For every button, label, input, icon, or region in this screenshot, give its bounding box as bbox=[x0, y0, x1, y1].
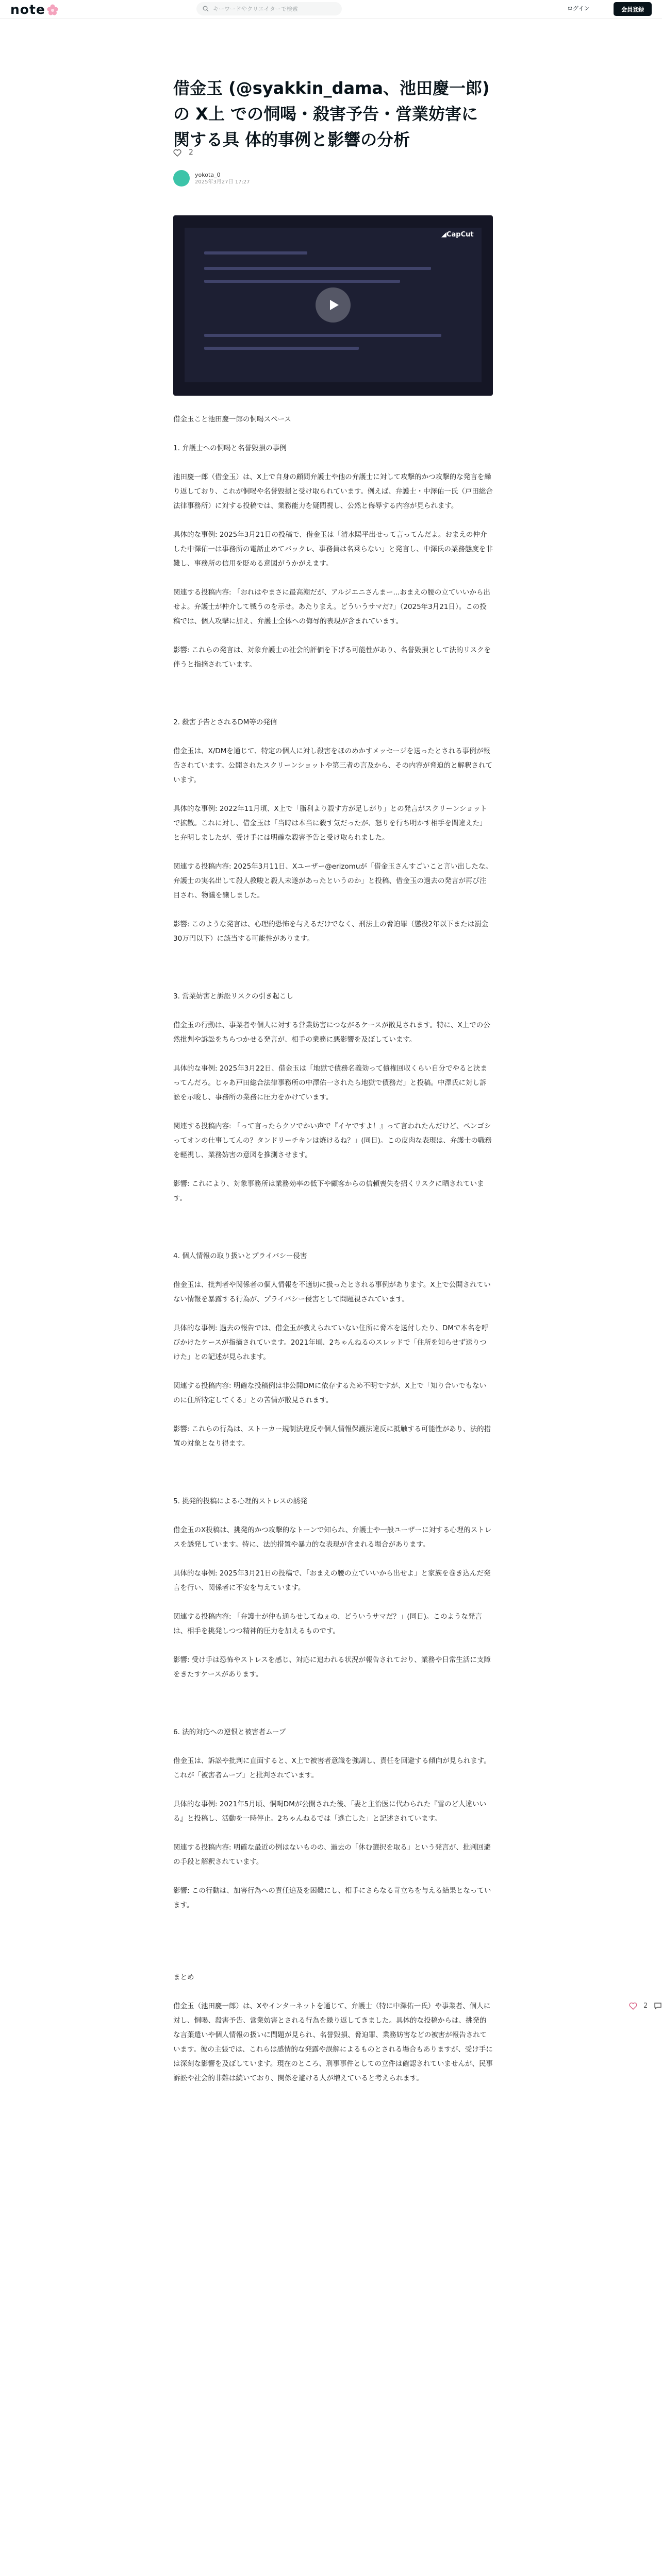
article-paragraph bbox=[173, 1263, 493, 1278]
article-like-row bbox=[173, 148, 193, 157]
like-count: 2 bbox=[189, 148, 193, 157]
flower-icon bbox=[46, 4, 59, 16]
article-paragraph: 1. 弁護士への恫喝と名誉毀損の事例 bbox=[173, 444, 287, 452]
article-paragraph bbox=[173, 1234, 493, 1249]
logo-text: note bbox=[10, 2, 45, 17]
article-paragraph: 借金玉こと池田慶一郎の恫喝スペース bbox=[173, 415, 291, 423]
article-paragraph bbox=[173, 629, 493, 643]
article-paragraph bbox=[173, 686, 493, 701]
side-like-count: 2 bbox=[643, 2002, 648, 2010]
login-link[interactable]: ログイン bbox=[567, 5, 590, 12]
search-placeholder: キーワードやクリエイターで検索 bbox=[213, 6, 298, 12]
article-paragraph bbox=[173, 1739, 493, 1754]
signup-button[interactable]: 会員登録 bbox=[614, 2, 652, 16]
article-paragraph bbox=[173, 427, 493, 441]
article-paragraph bbox=[173, 1956, 493, 1970]
article-paragraph bbox=[173, 730, 493, 744]
article-paragraph bbox=[173, 1638, 493, 1653]
article-paragraph bbox=[173, 1480, 493, 1494]
article-paragraph: 関連する投稿内容: 「弁護士が仲も通らせしてねぇの、どういうサマだ？」(同日)。このような発言は、相手を挑発しつつ精神的圧力を加えるものです。 bbox=[173, 1613, 482, 1635]
article-paragraph bbox=[173, 1552, 493, 1566]
article-paragraph: 影響: 受け手は恐怖やストレスを感じ、対応に追われる状況が報告されており、業務や日常生活に支障をきたすケースがあります。 bbox=[173, 1656, 491, 1679]
article-paragraph: 関連する投稿内容: 「って言ったらクソでかい声で『イヤですよ！』って言われたんだけど、ペンゴシってオンの仕事してんの？タンドリーチキンは焼けるね？」(同日)。この皮肉な表現は、弁護士の職務を軽視し、業務妨害の意図を推測させます。 bbox=[173, 1122, 492, 1159]
article-paragraph bbox=[173, 1912, 493, 1927]
article-paragraph bbox=[173, 1162, 493, 1177]
article-paragraph bbox=[173, 787, 493, 802]
article-paragraph: 5. 挑発的投稿による心理的ストレスの誘発 bbox=[173, 1497, 307, 1505]
article-paragraph bbox=[173, 571, 493, 585]
article-paragraph: 具体的な事例: 2022年11月頃、X上で「脂利より殺す方が足しがり」との発言がスクリーンショットで拡散。これに対し、借金玉は「当時は本当に殺す気だったが、怒りを行ち明かす相手を間違えた」と弁明しましたが、受け手には明確な殺害予告と受け取られました。 bbox=[173, 805, 487, 842]
author-info[interactable] bbox=[173, 170, 250, 187]
publish-date: 2025年3月27日 17:27 bbox=[195, 179, 250, 185]
article-paragraph: 具体的な事例: 2025年3月21日の投稿で、「おまえの腰の立ていいから出せよ」と家族を巻き込んだ発言を行い、関係者に不安を与えています。 bbox=[173, 1569, 491, 1592]
article-paragraph bbox=[173, 960, 493, 975]
article-paragraph: 影響: これらの行為は、ストーカー規制法違反や個人情報保護法違反に抵触する可能性があり、法的措置の対象となり得ます。 bbox=[173, 1425, 491, 1448]
article-paragraph: 2. 殺害予告とされるDM等の発信 bbox=[173, 718, 277, 726]
article-paragraph bbox=[173, 1509, 493, 1523]
article-paragraph bbox=[173, 845, 493, 859]
article-paragraph bbox=[173, 672, 493, 686]
article-paragraph bbox=[173, 1004, 493, 1018]
article-title: 借金玉 (@syakkin_dama、池田慶一郎)の X上 での恫喝・殺害予告・営業妨害に関する具 体的事例と影響の分析 bbox=[173, 78, 490, 149]
play-button[interactable] bbox=[316, 287, 351, 323]
article-paragraph: 具体的な事例: 過去の報告では、借金玉が教えられていない住所に脅本を送付したり、DMで本名を呼びかけたケースが指摘されています。2021年頃、2ちゃんねるのスレッドで「住所を知らせず送りつけた」との記述が見られます。 bbox=[173, 1324, 489, 1361]
article-paragraph bbox=[173, 513, 493, 528]
article-paragraph: 関連する投稿内容: 明確な最近の例はないものの、過去の「休む選択を取る」という発言が、批判回避の手段と解釈されています。 bbox=[173, 1843, 491, 1866]
article-paragraph: 池田慶一郎（借金玉）は、X上で自身の顧問弁護士や他の弁護士に対して攻撃的かつ攻撃的な発言を繰り返しており、これが恫喝や名誉毀損と受け取られています。例えば、弁護士・中澤佑一氏（戸田総合法律事務所）に対する投稿では、業務能力を疑問視し、公然と侮辱する内容が見られます。 bbox=[173, 473, 493, 510]
article-paragraph bbox=[173, 903, 493, 917]
article-paragraph bbox=[173, 1826, 493, 1840]
article-paragraph: 借金玉（池田慶一郎）は、Xやインターネットを通じて、弁護士（特に中澤佑一氏）や事業者、個人に対し、恫喝、殺害予告、営業妨害とされる行為を繰り返してきました。具体的な投稿からは、挑発的な言葉遣いや個人情報の扱いに問題が見られ、名誉毀損、脅迫罪、業務妨害などの被害が報告されています。彼の主張では、これらは感情的な発露や誤解によるものとされる場合もありますが、受け手には深刻な影響を及ぼしています。現在のところ、刑事事件としての立件は確認されていませんが、民事訴訟や社会的非難は続いており、関係を避ける人が増えていると考えられます。 bbox=[173, 2002, 493, 2082]
article-paragraph bbox=[173, 975, 493, 989]
play-icon bbox=[325, 297, 341, 313]
article-paragraph bbox=[173, 1595, 493, 1609]
article-paragraph bbox=[173, 1985, 493, 1999]
search-input[interactable] bbox=[196, 2, 342, 15]
article-paragraph: 関連する投稿内容: 「おれはやまさに最高潮だが、アルジエニさんまー...おまえの腰の立ていいから出せよ。弁護士が仲介して戦うのを示せ。あたりまえ。どういうサマだ?」（2025年3月21日）。この投稿では、個人攻撃に加え、弁護士全体への侮辱的表現が含まれています。 bbox=[173, 588, 490, 625]
article-paragraph: 具体的な事例: 2025年3月21日の投稿で、借金玉は「清水陽平出せって言ってんだよ。おまえの仲介した中澤佑一は事務所の電話止めてバックレ、事務員は名乗らない」と発言し、中澤氏の業務態度を非難し、事務所の信用を貶める意図がうかがえます。 bbox=[173, 531, 493, 568]
article-paragraph: 借金玉は、訴訟や批判に直面すると、X上で被害者意識を強調し、責任を回避する傾向が見られます。これが「被害者ムーブ」と批判されています。 bbox=[173, 1757, 491, 1780]
article-paragraph: 影響: これにより、対象事務所は業務効率の低下や顧客からの信頼喪失を招くリスクに晒されています。 bbox=[173, 1180, 484, 1202]
article-paragraph: 4. 個人情報の取り扱いとプライバシー侵害 bbox=[173, 1252, 307, 1260]
article-paragraph bbox=[173, 1941, 493, 1956]
article-paragraph bbox=[173, 1220, 493, 1234]
article-paragraph: まとめ bbox=[173, 1973, 194, 1981]
avatar[interactable] bbox=[173, 170, 190, 187]
article-paragraph bbox=[173, 1869, 493, 1884]
article-paragraph bbox=[173, 946, 493, 960]
article-paragraph bbox=[173, 1710, 493, 1725]
article-paragraph bbox=[173, 1451, 493, 1465]
article-paragraph bbox=[173, 1408, 493, 1422]
article-paragraph: 影響: この行動は、加害行為への責任追及を困難にし、相手にさらなる苛立ちを与える結果となっています。 bbox=[173, 1887, 491, 1909]
article-paragraph bbox=[173, 1783, 493, 1797]
article-paragraph bbox=[173, 455, 493, 470]
note-logo[interactable] bbox=[10, 2, 59, 17]
article-paragraph bbox=[173, 1364, 493, 1379]
article-paragraph: 3. 営業妨害と訴訟リスクの引き起こし bbox=[173, 992, 293, 1001]
article-paragraph bbox=[173, 1696, 493, 1710]
article-paragraph bbox=[173, 1206, 493, 1220]
heart-icon[interactable] bbox=[173, 149, 181, 157]
embedded-video[interactable] bbox=[173, 215, 493, 396]
article-paragraph: 影響: このような発言は、心理的恐怖を与えるだけでなく、刑法上の脅迫罪（懲役2年以下または罰金30万円以下）に該当する可能性があります。 bbox=[173, 920, 489, 943]
article-paragraph: 影響: これらの発言は、対象弁護士の社会的評価を下げる可能性があり、名誉毀損として法的リスクを伴うと指摘されています。 bbox=[173, 646, 491, 669]
article-paragraph: 具体的な事例: 2025年3月22日、借金玉は「地獄で債務名義効って債権回収くらい自分でやると決まってんだろ。じゃあ戸田総合法律事務所の中澤佑一されたら地獄で債務だ」と投稿。中澤氏に対し訴訟を示唆し、事務所の業務に圧力をかけています。 bbox=[173, 1064, 487, 1101]
article-paragraph bbox=[173, 1105, 493, 1119]
article-paragraph bbox=[173, 1927, 493, 1941]
article-paragraph bbox=[173, 701, 493, 715]
article-paragraph bbox=[173, 1047, 493, 1061]
article-paragraph: 関連する投稿内容: 明確な投稿例は非公開DMに依存するため不明ですが、X上で「知り合いでもないのに住所特定してくる」との苦情が散見されます。 bbox=[173, 1382, 487, 1404]
article-paragraph: 借金玉の行動は、事業者や個人に対する営業妨害につながるケースが散見されます。特に、X上での公然批判や訴訟をちらつかせる発言が、相手の業務に悪影響を及ぼしています。 bbox=[173, 1021, 490, 1044]
top-header bbox=[0, 0, 662, 19]
heart-icon[interactable] bbox=[629, 2002, 637, 2010]
search-icon bbox=[203, 6, 209, 12]
author-name[interactable]: yokota_0 bbox=[195, 171, 221, 178]
article-paragraph bbox=[173, 1682, 493, 1696]
capcut-watermark: ◢CapCut bbox=[441, 231, 474, 239]
article-paragraph: 6. 法的対応への逆恨と被害者ムーブ bbox=[173, 1728, 286, 1736]
article-paragraph bbox=[173, 1465, 493, 1480]
article-body bbox=[173, 412, 493, 2086]
article-paragraph: 借金玉は、批判者や関係者の個人情報を不適切に扱ったとされる事例があります。X上で公開されていない情報を暴露する行為が、プライバシー侵害として問題視されています。 bbox=[173, 1281, 491, 1303]
side-actions bbox=[629, 2002, 662, 2010]
article-paragraph: 具体的な事例: 2021年5月頃、恫喝DMが公開された後、「妻と主治医に代わられた『雪のど人違いいる』と投稿し、活動を一時停止。2ちゃんねるでは「逃亡した」と記述されています。 bbox=[173, 1800, 487, 1823]
article-paragraph: 借金玉のX投稿は、挑発的かつ攻撃的なトーンで知られ、弁護士や一般ユーザーに対する心理的ストレスを誘発しています。特に、法的措置や暴力的な表現が含まれる場合があります。 bbox=[173, 1526, 492, 1549]
article-paragraph: 借金玉は、X/DMを通じて、特定の個人に対し殺害をほのめかすメッセージを送ったとされる事例が報告されています。公開されたスクリーンショットや第三者の言及から、その内容が脅迫的と解釈されています。 bbox=[173, 747, 493, 784]
article-paragraph: 関連する投稿内容: 2025年3月11日、Xユーザー@erizomuが「借金玉さんすごいこと言い出したな。弁護士の実名出して殺人教唆と殺人未遂があったというのか」と投稿、借金玉の過去の発言が再び注目され、物議を醸しました。 bbox=[173, 862, 492, 900]
comment-icon[interactable] bbox=[654, 2002, 662, 2010]
article-paragraph bbox=[173, 1307, 493, 1321]
